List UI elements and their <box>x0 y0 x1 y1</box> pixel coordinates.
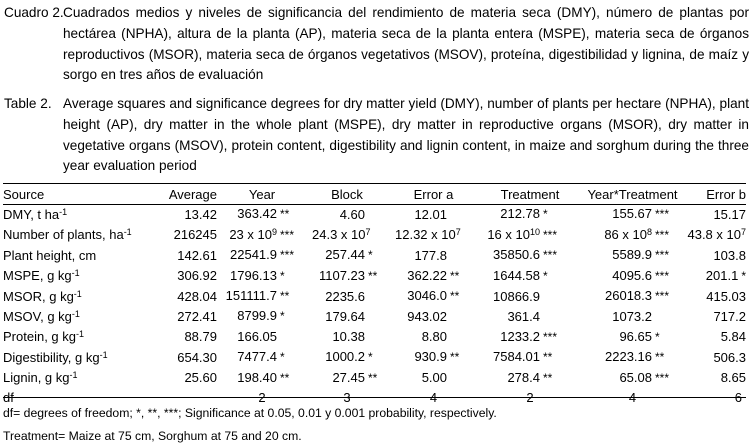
significance-marker: *** <box>655 268 670 283</box>
value-cell <box>217 368 307 388</box>
cell-value <box>485 225 540 244</box>
value-cell <box>387 286 480 306</box>
header-treatment: Treatment <box>500 187 560 202</box>
cell-value: 103.8 <box>713 247 746 263</box>
cell-value <box>225 306 277 325</box>
cell-value-text: 8799.9 <box>237 308 277 324</box>
header-year-treatment: Year*Treatment <box>587 187 678 202</box>
cell-value <box>225 225 277 244</box>
cell-value <box>225 204 277 223</box>
table-row <box>3 204 746 224</box>
value-cell <box>307 204 387 224</box>
cell-value <box>592 204 652 223</box>
row-source-unit-exponent: -1 <box>69 370 78 381</box>
cell-value-text: 8.80 <box>421 329 447 345</box>
significance-marker: ** <box>280 289 290 304</box>
cell-value <box>485 368 540 387</box>
cell-value <box>395 266 447 285</box>
footnote-df: df= degrees of freedom; *, **, ***; Significance at 0.05, 0.01 y 0.001 probability, respectively. <box>3 406 497 420</box>
significance-marker: * <box>280 309 285 324</box>
cell-value-text: 16 x 10 <box>487 226 530 242</box>
significance-marker: *** <box>655 207 670 222</box>
cell-value-text: 7584.01 <box>493 349 540 365</box>
value-cell <box>580 225 685 245</box>
cell-exponent: 7 <box>365 227 371 238</box>
cell-value-text: 198.40 <box>237 369 277 385</box>
cell-value <box>592 327 652 346</box>
cell-value <box>312 225 371 244</box>
row-source: df <box>3 390 14 406</box>
significance-marker: *** <box>655 248 670 263</box>
row-source-text: MSOV, g kg <box>3 308 72 324</box>
caption-english <box>4 94 749 174</box>
cell-value-text: 212.78 <box>500 206 540 222</box>
value-cell <box>217 327 307 347</box>
cell-value-text: 10.38 <box>332 329 365 345</box>
value-cell <box>685 306 746 326</box>
cell-value <box>312 307 365 326</box>
value-cell <box>685 204 746 224</box>
row-source-unit-exponent: -1 <box>59 206 68 217</box>
significance-marker: ** <box>450 268 460 283</box>
row-source-unit-exponent: -1 <box>99 349 108 360</box>
cell-value-text: 5589.9 <box>612 247 652 263</box>
value-cell <box>387 225 480 245</box>
value-cell <box>307 286 387 306</box>
value-cell <box>217 204 307 224</box>
value-cell <box>217 225 307 245</box>
value-cell <box>387 327 480 347</box>
cell-value <box>312 327 365 346</box>
cell-value-text: 177.8 <box>414 247 447 263</box>
value-cell <box>480 266 580 286</box>
cell-value-text: 5.00 <box>421 370 447 386</box>
df-value: 6 <box>734 390 742 406</box>
value-cell <box>217 266 307 286</box>
value-cell <box>580 245 685 265</box>
cell-exponent: 7 <box>740 227 746 238</box>
cell-value-text: 7477.4 <box>237 349 277 365</box>
cell-value-text: 35850.6 <box>493 247 540 263</box>
cell-value <box>592 307 652 326</box>
significance-marker: ** <box>450 289 460 304</box>
row-source-unit-exponent: -1 <box>73 288 82 299</box>
row-average: 216245 <box>173 227 217 243</box>
cell-value <box>312 287 365 306</box>
cell-value-text: 2235.6 <box>325 288 365 304</box>
significance-marker: ** <box>368 370 378 385</box>
value-cell <box>480 286 580 306</box>
cell-value-text: 10866.9 <box>493 288 540 304</box>
significance-marker: ** <box>655 350 665 365</box>
header-average: Average <box>168 187 217 202</box>
cell-value-text: 2223.16 <box>605 349 652 365</box>
header-year: Year <box>248 187 276 202</box>
cell-value-text: 1644.58 <box>493 267 540 283</box>
value-cell <box>387 245 480 265</box>
significance-marker: * <box>368 248 373 263</box>
row-source <box>3 368 145 388</box>
significance-marker: ** <box>543 350 553 365</box>
cell-value-text: 3046.0 <box>407 288 447 304</box>
cell-value: 415.03 <box>706 288 746 304</box>
cell-value <box>485 307 540 326</box>
row-average: 25.60 <box>184 370 217 386</box>
df-value: 4 <box>429 390 438 406</box>
cell-value-text: 1233.2 <box>500 328 540 344</box>
cell-value-text: 1796.13 <box>230 267 277 283</box>
df-value: 4 <box>628 390 637 406</box>
cell-value-text: 12.01 <box>414 206 447 222</box>
cell-value: 43.8 x 10 <box>687 227 741 243</box>
cell-value-text: 23 x 10 <box>229 226 272 242</box>
cell-value <box>395 347 447 366</box>
row-source <box>3 286 145 306</box>
value-cell <box>685 225 746 245</box>
table-header-row <box>3 185 746 204</box>
value-cell <box>307 327 387 347</box>
cell-value-text: 179.64 <box>325 308 365 324</box>
row-average: 272.41 <box>177 308 217 324</box>
caption-text: Average squares and significance degrees for dry matter yield (DMY), number of plants per hectare (NPHA), plant height (AP), dry matter in the whole plant (MSPE), dry matter in reproductive organs (MSOR), dry matter in vegetative organs (MSOV), protein content, digestibility and lignin content, in maize and sorghum during the three year evaluation period <box>63 96 749 174</box>
significance-marker: * <box>280 268 285 283</box>
significance-marker: *** <box>280 227 295 242</box>
significance-marker: ** <box>280 370 290 385</box>
row-source-unit-exponent: -1 <box>76 329 85 340</box>
significance-marker: *** <box>655 289 670 304</box>
significance-marker: * <box>280 350 285 365</box>
value-cell <box>217 245 307 265</box>
row-source-unit-exponent: -1 <box>123 227 132 238</box>
cell-value <box>592 347 652 366</box>
header-block: Block <box>331 187 363 202</box>
caption-spanish <box>4 3 749 83</box>
header-error-b: Error b <box>706 187 746 202</box>
value-cell <box>480 347 580 367</box>
table-row-df <box>3 388 746 407</box>
cell-value: 15.17 <box>713 206 746 222</box>
row-source-text: Lignin, g kg <box>3 370 70 386</box>
cell-value-text: 24.3 x 10 <box>312 227 366 243</box>
value-cell <box>480 368 580 388</box>
cell-value-text: 1000.2 <box>325 349 365 365</box>
cell-value <box>592 225 652 244</box>
row-source-text: Number of plants, ha <box>3 227 124 243</box>
significance-marker: *** <box>543 227 558 242</box>
cell-value <box>485 347 540 366</box>
cell-value-text: 362.22 <box>407 267 447 283</box>
cell-value <box>485 327 540 346</box>
table-top-rule <box>3 183 746 184</box>
significance-marker: *** <box>655 227 670 242</box>
value-cell <box>685 266 746 286</box>
cell-value <box>312 368 365 387</box>
anova-table <box>3 185 746 407</box>
value-cell <box>387 306 480 326</box>
footnote-treatment: Treatment= Maize at 75 cm, Sorghum at 75 and 20 cm. <box>3 429 302 443</box>
caption-label: Table 2. <box>4 96 52 111</box>
value-cell <box>685 368 746 388</box>
cell-value <box>225 327 277 346</box>
value-cell <box>387 368 480 388</box>
header-source: Source <box>3 187 45 202</box>
row-source <box>3 204 145 224</box>
cell-value-text: 1073.2 <box>612 308 652 324</box>
significance-marker: * <box>655 329 660 344</box>
row-source <box>3 266 145 286</box>
value-cell <box>480 225 580 245</box>
cell-value-text: 166.05 <box>237 329 277 345</box>
cell-value <box>225 368 277 387</box>
table-row <box>3 368 746 388</box>
value-cell <box>580 266 685 286</box>
significance-marker: * <box>368 350 373 365</box>
cell-value <box>485 245 540 264</box>
caption-text: Cuadrados medios y niveles de significancia del rendimiento de materia seca (DMY), número de plantas por hectárea (NPHA), altura de la planta (AP), materia seca de la planta entera (MSPE), materia seca de órganos reproductivos (MSOR), materia seca de órganos vegetativos (MSOV), proteína, digestibilidad y lignina, de maíz y sorgo en tres años de evaluación <box>63 5 749 83</box>
significance-marker: *** <box>655 370 670 385</box>
table-body <box>3 204 746 407</box>
cell-value <box>225 266 277 285</box>
table-row <box>3 327 746 347</box>
cell-value-text: 27.45 <box>332 369 365 385</box>
header-error-a: Error a <box>413 187 454 202</box>
value-cell <box>307 347 387 367</box>
significance-marker: *** <box>543 248 558 263</box>
cell-value-text: 151111.7 <box>225 288 277 304</box>
value-cell <box>685 347 746 367</box>
cell-value: 717.2 <box>713 308 746 324</box>
row-source-unit-exponent: -1 <box>71 308 80 319</box>
value-cell <box>685 327 746 347</box>
cell-value <box>312 245 365 264</box>
cell-value <box>395 246 447 265</box>
cell-value: 8.65 <box>720 370 746 386</box>
value-cell <box>307 368 387 388</box>
cell-exponent: 9 <box>271 226 277 237</box>
cell-value-text: 943.02 <box>407 308 447 324</box>
row-source-text: Protein, g kg <box>3 329 76 345</box>
cell-value <box>395 327 447 346</box>
row-source-unit-exponent: -1 <box>71 268 80 279</box>
table-row <box>3 245 746 265</box>
significance-marker: * <box>543 268 548 283</box>
cell-value <box>395 307 447 326</box>
cell-value-text: 4.60 <box>339 206 365 222</box>
value-cell <box>480 306 580 326</box>
cell-value <box>485 287 540 306</box>
value-cell <box>480 204 580 224</box>
cell-value-text: 1107.23 <box>318 267 365 283</box>
value-cell <box>580 368 685 388</box>
table-row <box>3 306 746 326</box>
value-cell <box>685 245 746 265</box>
cell-value-text: 26018.3 <box>605 288 652 304</box>
significance-marker: * <box>543 207 548 222</box>
cell-value <box>395 225 461 244</box>
significance-marker: * <box>741 268 746 283</box>
cell-value <box>485 204 540 223</box>
caption-label: Cuadro 2. <box>4 5 64 20</box>
cell-value-text: 930.9 <box>414 349 447 365</box>
cell-value-text: 278.4 <box>507 369 540 385</box>
cell-value: 201.1 <box>705 267 739 283</box>
value-cell <box>480 327 580 347</box>
cell-value <box>592 245 652 264</box>
cell-value: 506.3 <box>713 349 746 365</box>
cell-value <box>395 286 447 305</box>
row-source-text: Digestibility, g kg <box>3 349 100 365</box>
value-cell <box>217 306 307 326</box>
value-cell <box>387 204 480 224</box>
value-cell <box>580 286 685 306</box>
cell-exponent: 10 <box>529 226 540 237</box>
row-source-text: Plant height, cm <box>3 247 97 263</box>
df-value: 2 <box>258 390 266 406</box>
significance-marker: ** <box>280 207 290 222</box>
significance-marker: ** <box>368 268 378 283</box>
value-cell <box>307 245 387 265</box>
row-average: 428.04 <box>177 288 217 304</box>
cell-value <box>312 266 365 285</box>
cell-exponent: 8 <box>646 226 652 237</box>
cell-value <box>225 286 277 305</box>
significance-marker: ** <box>450 350 460 365</box>
value-cell <box>387 347 480 367</box>
cell-value-text: 361.4 <box>507 308 540 324</box>
cell-value <box>485 266 540 285</box>
row-average: 306.92 <box>177 268 217 284</box>
df-value: 2 <box>526 390 534 406</box>
row-source <box>3 347 145 367</box>
value-cell <box>307 225 387 245</box>
value-cell <box>580 347 685 367</box>
cell-value <box>592 266 652 285</box>
value-cell <box>387 266 480 286</box>
cell-value-text: 155.67 <box>612 206 652 222</box>
row-average: 142.61 <box>177 247 217 263</box>
row-source-text: MSOR, g kg <box>3 288 74 304</box>
cell-value <box>395 205 447 224</box>
value-cell <box>685 286 746 306</box>
cell-value-text: 257.44 <box>325 247 365 263</box>
cell-value <box>225 245 277 264</box>
table-row <box>3 286 746 306</box>
row-source-text: DMY, t ha <box>3 206 60 222</box>
significance-marker: *** <box>280 248 295 263</box>
cell-value <box>395 368 447 387</box>
significance-marker: ** <box>543 370 553 385</box>
value-cell <box>580 306 685 326</box>
df-value: 3 <box>343 390 351 406</box>
cell-value-text: 22541.9 <box>230 247 277 263</box>
row-source-text: MSPE, g kg <box>3 268 72 284</box>
row-average <box>145 388 217 407</box>
value-cell <box>480 245 580 265</box>
table-row <box>3 347 746 367</box>
row-source <box>3 225 145 245</box>
value-cell <box>580 327 685 347</box>
cell-value <box>592 286 652 305</box>
row-source <box>3 306 145 326</box>
value-cell <box>217 347 307 367</box>
row-average: 654.30 <box>177 349 217 365</box>
significance-marker: *** <box>543 329 558 344</box>
cell-value-text: 363.42 <box>237 206 277 222</box>
value-cell <box>580 204 685 224</box>
cell-value <box>225 347 277 366</box>
value-cell <box>217 286 307 306</box>
cell-value-text: 12.32 x 10 <box>395 227 456 243</box>
table-row <box>3 225 746 245</box>
row-average: 88.79 <box>184 329 217 345</box>
value-cell <box>307 266 387 286</box>
cell-value <box>592 368 652 387</box>
cell-value <box>312 205 365 224</box>
cell-value-text: 4095.6 <box>612 267 652 283</box>
cell-value <box>312 347 365 366</box>
cell-value-text: 65.08 <box>619 369 652 385</box>
cell-value-text: 96.65 <box>619 328 652 344</box>
row-average: 13.42 <box>184 206 217 222</box>
cell-value-text: 86 x 10 <box>604 226 647 242</box>
row-source <box>3 245 145 265</box>
row-source <box>3 327 145 347</box>
cell-value: 5.84 <box>720 329 746 345</box>
table-row <box>3 266 746 286</box>
cell-exponent: 7 <box>455 227 461 238</box>
value-cell <box>307 306 387 326</box>
